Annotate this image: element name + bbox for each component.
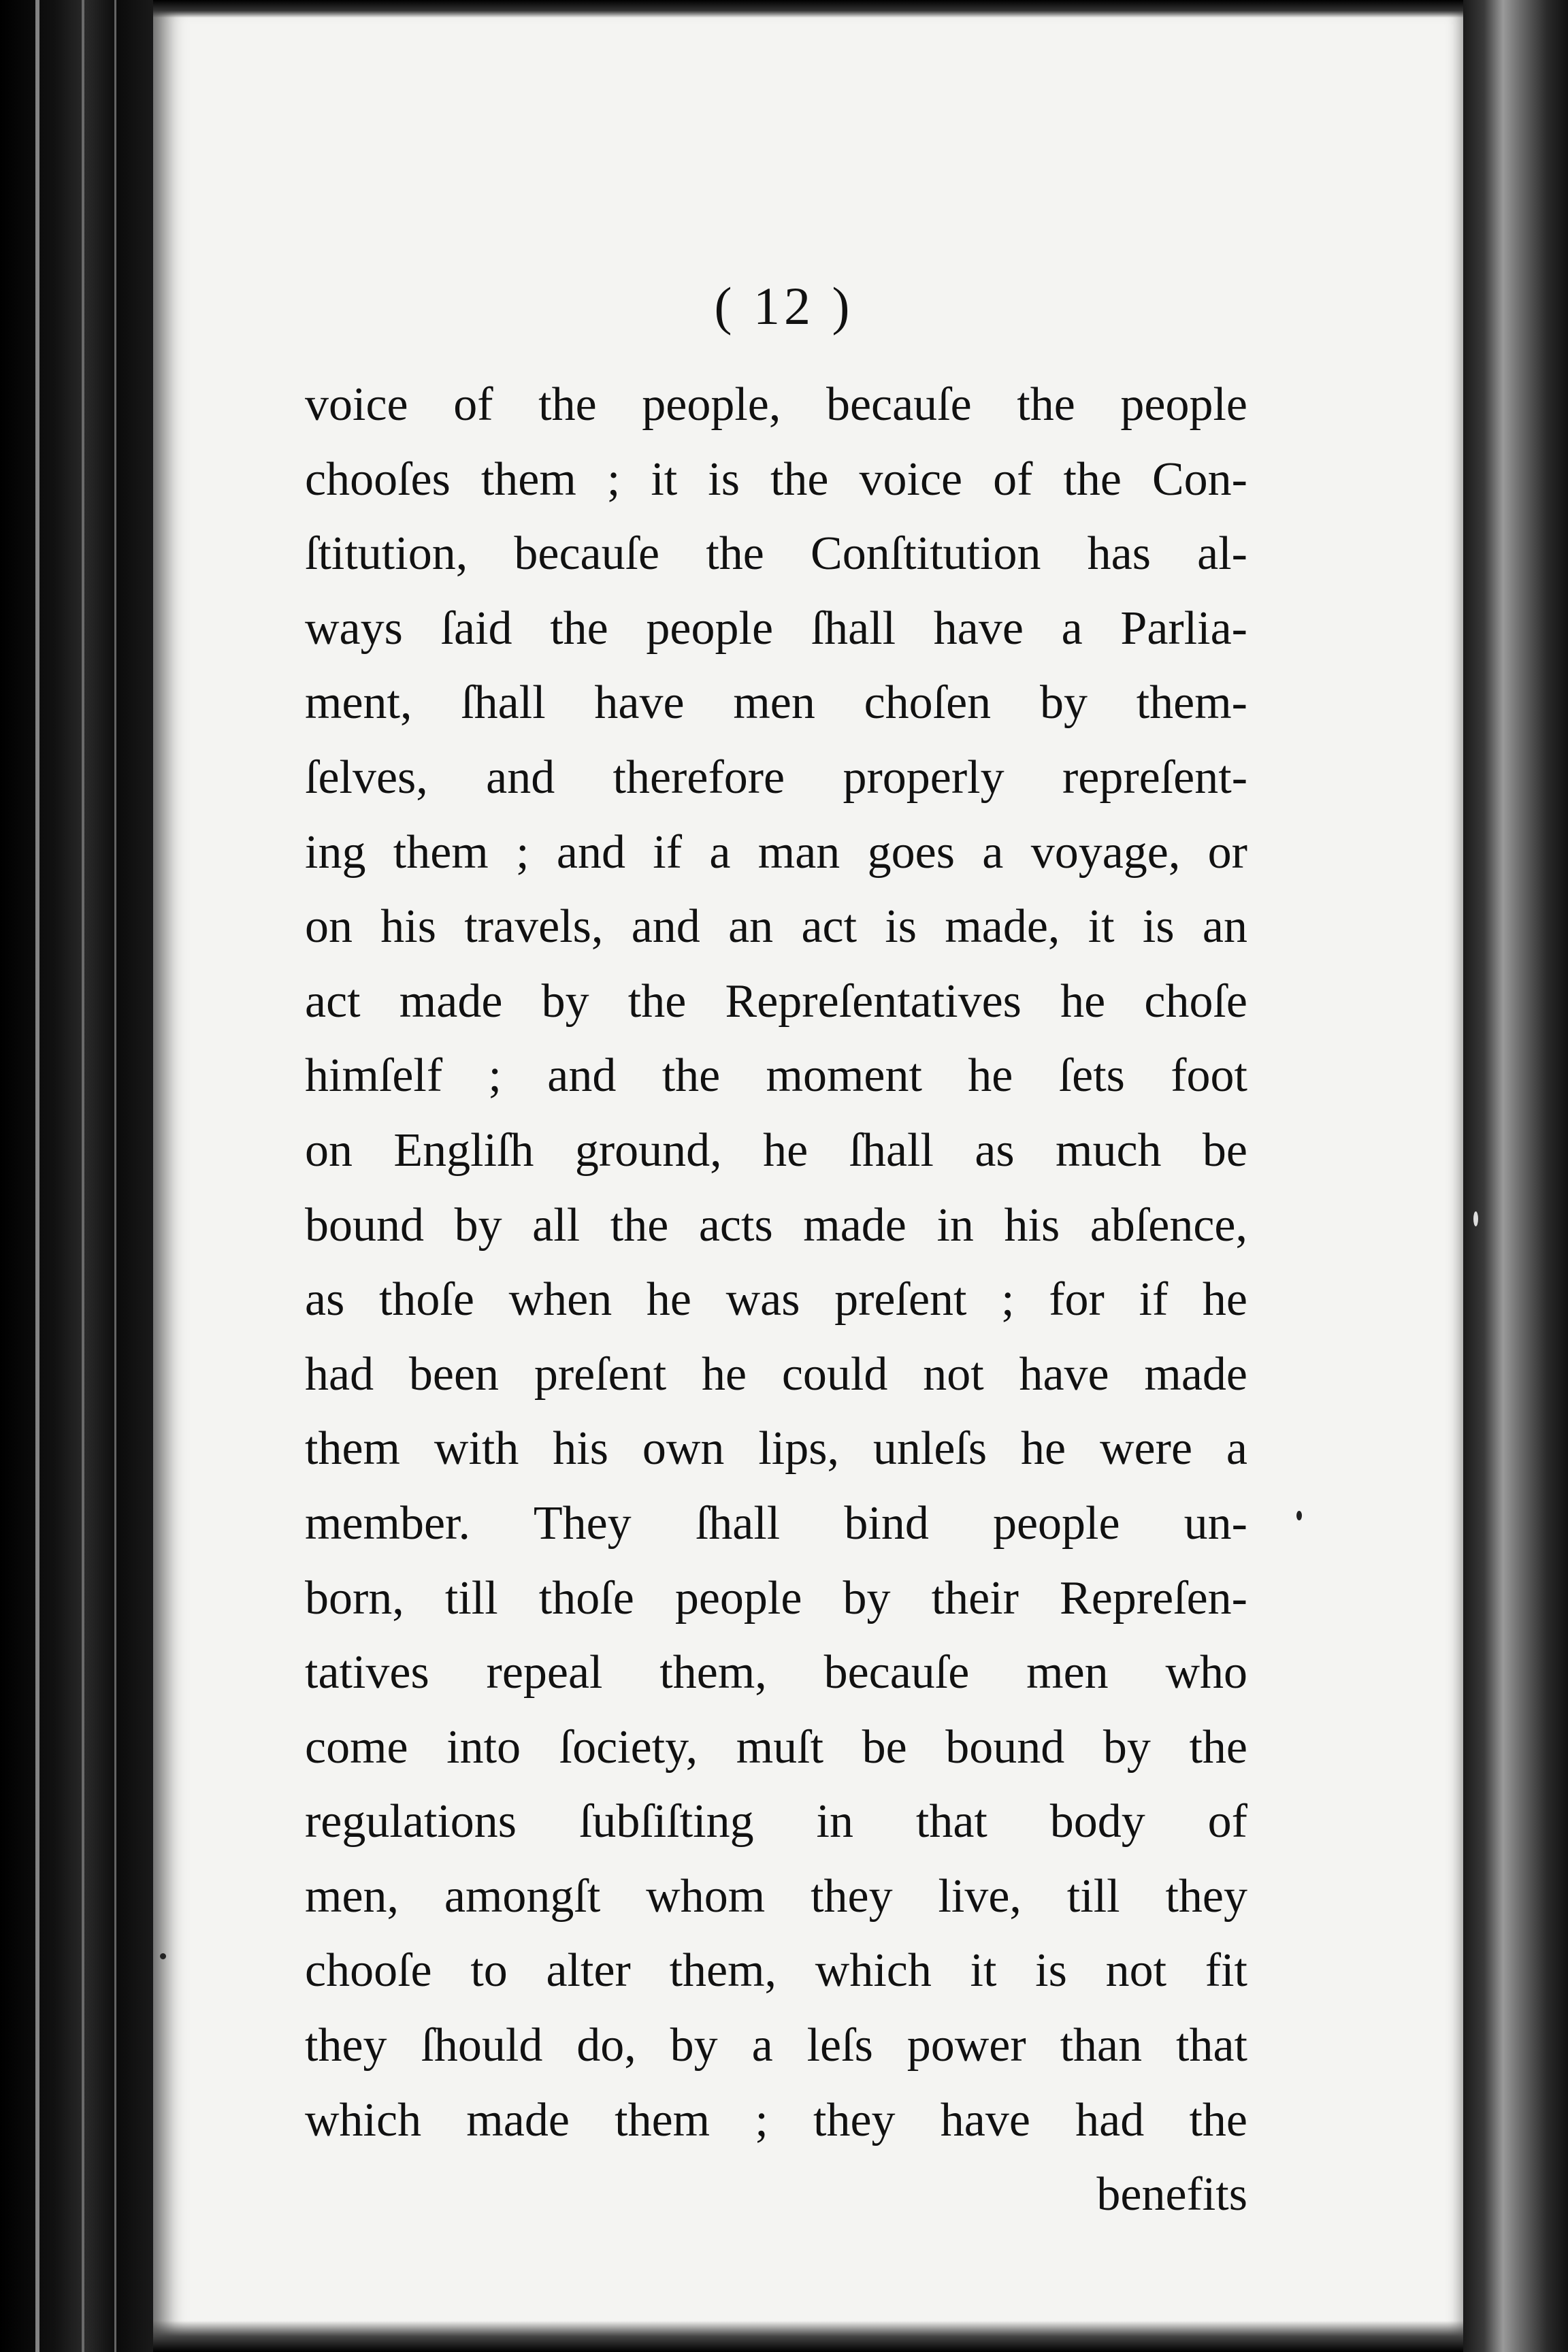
text-line: ing them ; and if a man goes a voyage, or [305,826,1247,879]
text-line: regulations ſubſiſting in that body of [305,1795,1247,1848]
text-line: member. They ſhall bind people un- [305,1497,1247,1550]
paper-mark [1473,1211,1478,1226]
binding-edge-line [82,0,84,2352]
text-line: on his travels, and an act is made, it is an [305,900,1247,953]
text-line: ways ſaid the people ſhall have a Parlia- [305,602,1247,655]
binding-edge-line [114,0,116,2352]
book-binding [0,0,157,2352]
text-line: act made by the Repreſentatives he choſe [305,975,1247,1028]
text-line: on Engliſh ground, he ſhall as much be [305,1124,1247,1177]
ink-speck [160,1953,166,1959]
text-line: voice of the people, becauſe the people [305,378,1247,431]
facing-page-edge [1463,0,1568,2352]
text-line: had been preſent he could not have made [305,1348,1247,1401]
text-line: chooſe to alter them, which it is not fit [305,1944,1247,1997]
text-line: as thoſe when he was preſent ; for if he [305,1273,1247,1326]
text-line: chooſes them ; it is the voice of the Con- [305,453,1247,506]
binding-edge-line [35,0,39,2352]
page-bottom-shadow [153,2321,1467,2352]
text-line: come into ſociety, muſt be bound by the [305,1720,1247,1774]
text-line: tatives repeal them, becauſe men who [305,1646,1247,1699]
text-line: himſelf ; and the moment he ſets foot [305,1049,1247,1102]
text-line: bound by all the acts made in his abſence, [305,1198,1247,1252]
text-line: ſtitution, becauſe the Conſtitution has al- [305,527,1247,581]
page-top-shadow [153,0,1467,18]
text-line: ſelves, and therefore properly repreſent- [305,751,1247,804]
ink-speck [1296,1511,1302,1520]
text-line: they ſhould do, by a leſs power than that [305,2019,1247,2072]
page-number: ( 12 ) [714,276,854,336]
text-line: which made them ; they have had the [305,2093,1247,2146]
text-line: born, till thoſe people by their Repreſen- [305,1571,1247,1624]
body-text [305,368,1247,2232]
text-line: ment, ſhall have men choſen by them- [305,676,1247,730]
catchword: benefits [1096,2168,1247,2221]
text-line: them with his own lips, unleſs he were a [305,1422,1247,1475]
text-line: men, amongſt whom they live, till they [305,1869,1247,1923]
